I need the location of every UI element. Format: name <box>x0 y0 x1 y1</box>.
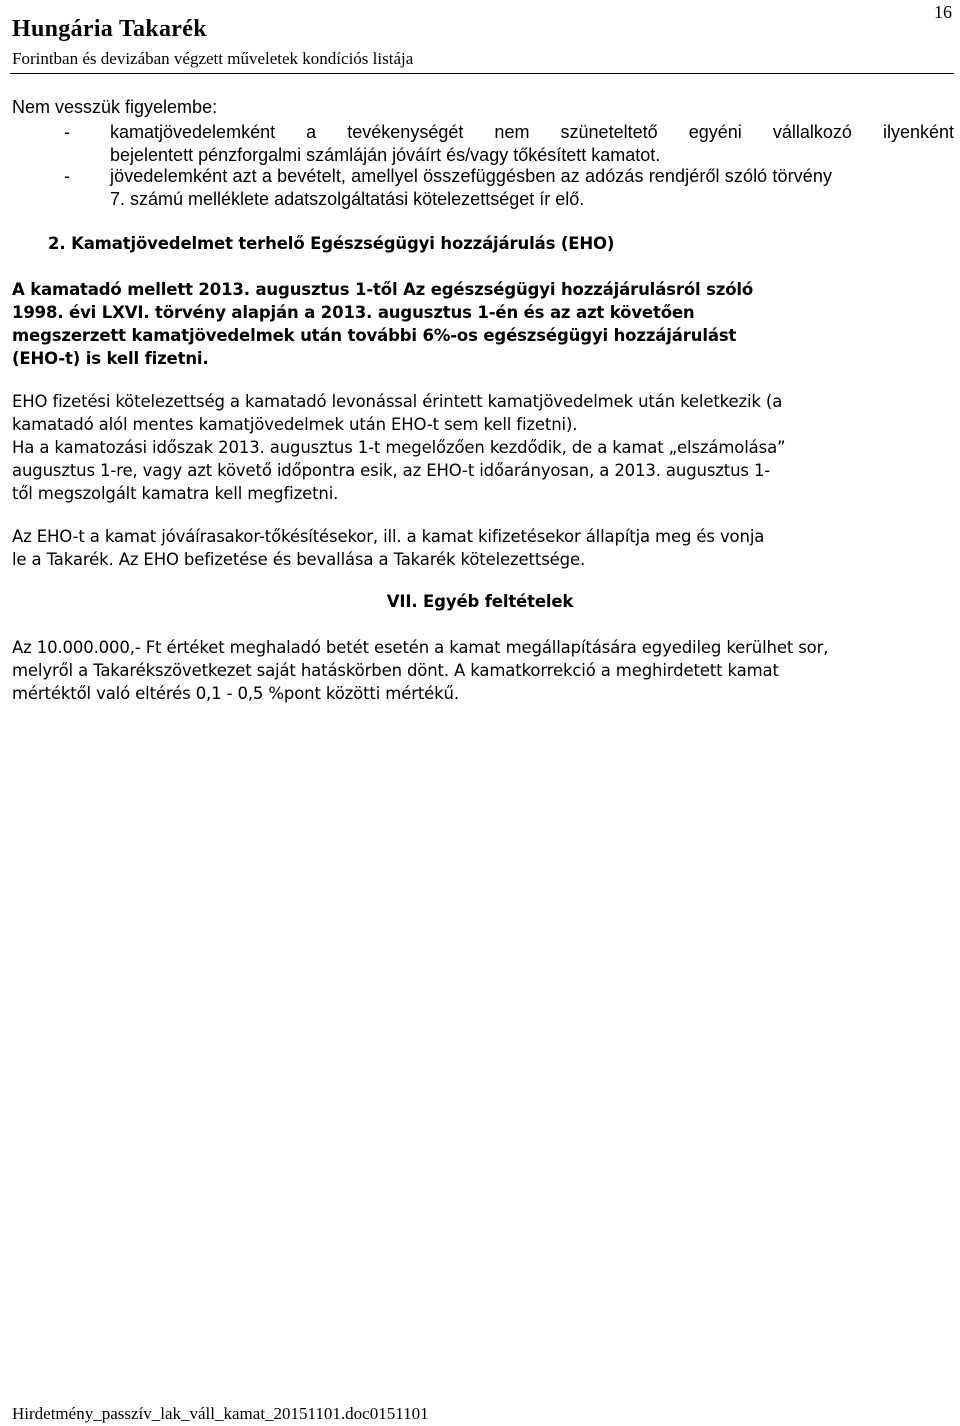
company-title: Hungária Takarék <box>12 16 207 42</box>
paragraph-line: melyről a Takarékszövetkezet saját hatáskörben dönt. A kamatkorrekció a meghirdetett kamat <box>12 661 779 680</box>
paragraph-line: megszerzett kamatjövedelmek után további 6%-os egészségügyi hozzájárulást <box>12 326 737 345</box>
exclusion-bullet <box>12 121 954 167</box>
paragraph-line: 1998. évi LXVI. törvény alapján a 2013. augusztus 1-én és az azt követően <box>12 303 695 322</box>
section-heading-other-conditions: VII. Egyéb feltételek <box>386 592 574 611</box>
section-title: Kamatjövedelmet terhelő Egészségügyi hozzájárulás (EHO) <box>71 234 615 253</box>
exclusion-bullet <box>12 165 954 211</box>
paragraph-line: Az 10.000.000,- Ft értéket meghaladó betét esetén a kamat megállapítására egyedileg kerülhet sor, <box>12 638 829 657</box>
bullet-line: jövedelemként azt a bevételt, amellyel összefüggésben az adózás rendjéről szóló törvény <box>110 166 833 186</box>
paragraph-line: A kamatadó mellett 2013. augusztus 1-től Az egészségügyi hozzájárulásról szóló <box>12 280 754 299</box>
header-divider <box>10 73 954 74</box>
paragraph-line: mértéktől való eltérés 0,1 - 0,5 %pont közötti mértékű. <box>12 684 459 703</box>
paragraph-line: le a Takarék. Az EHO befizetése és bevallása a Takarék kötelezettsége. <box>12 550 586 569</box>
eho-deduction-paragraph <box>12 525 954 571</box>
paragraph-line: től megszolgált kamatra kell megfizetni. <box>12 484 339 503</box>
paragraph-line: augusztus 1-re, vagy azt követő időpontra esik, az EHO-t időarányosan, a 2013. augusztus 1- <box>12 461 771 480</box>
section-heading-eho <box>48 232 614 255</box>
bullet-line: kamatjövedelemként a tevékenységét nem szüneteltető egyéni vállalkozó ilyenként <box>110 122 954 142</box>
deposit-conditions-paragraph <box>12 636 954 705</box>
bullet-dash: - <box>64 166 70 186</box>
paragraph-line: Az EHO-t a kamat jóváírasakor-tőkésítésekor, ill. a kamat kifizetésekor állapítja meg és vonja <box>12 527 765 546</box>
paragraph-line: Ha a kamatozási időszak 2013. augusztus 1-t megelőzően kezdődik, de a kamat „elszámolása” <box>12 438 786 457</box>
section-number: 2. <box>48 234 66 253</box>
eho-obligation-paragraph <box>12 390 954 505</box>
intro-heading: Nem vesszük figyelembe: <box>12 97 218 117</box>
page-number: 16 <box>934 2 952 22</box>
header-subtitle: Forintban és devizában végzett műveletek kondíciós listája <box>12 49 414 68</box>
bullet-line: bejelentett pénzforgalmi számláján jóváírt és/vagy tőkésített kamatot. <box>110 145 661 165</box>
bullet-dash: - <box>64 122 70 142</box>
paragraph-line: kamatadó alól mentes kamatjövedelmek után EHO-t sem kell fizetni). <box>12 415 578 434</box>
bullet-line: 7. számú melléklete adatszolgáltatási kötelezettséget ír elő. <box>110 189 585 209</box>
paragraph-line: (EHO-t) is kell fizetni. <box>12 349 209 368</box>
footer-filename: Hirdetmény_passzív_lak_váll_kamat_20151101.doc0151101 <box>12 1404 429 1423</box>
paragraph-line: EHO fizetési kötelezettség a kamatadó levonással érintett kamatjövedelmek után keletkezik (a <box>12 392 783 411</box>
eho-intro-paragraph <box>12 278 954 370</box>
